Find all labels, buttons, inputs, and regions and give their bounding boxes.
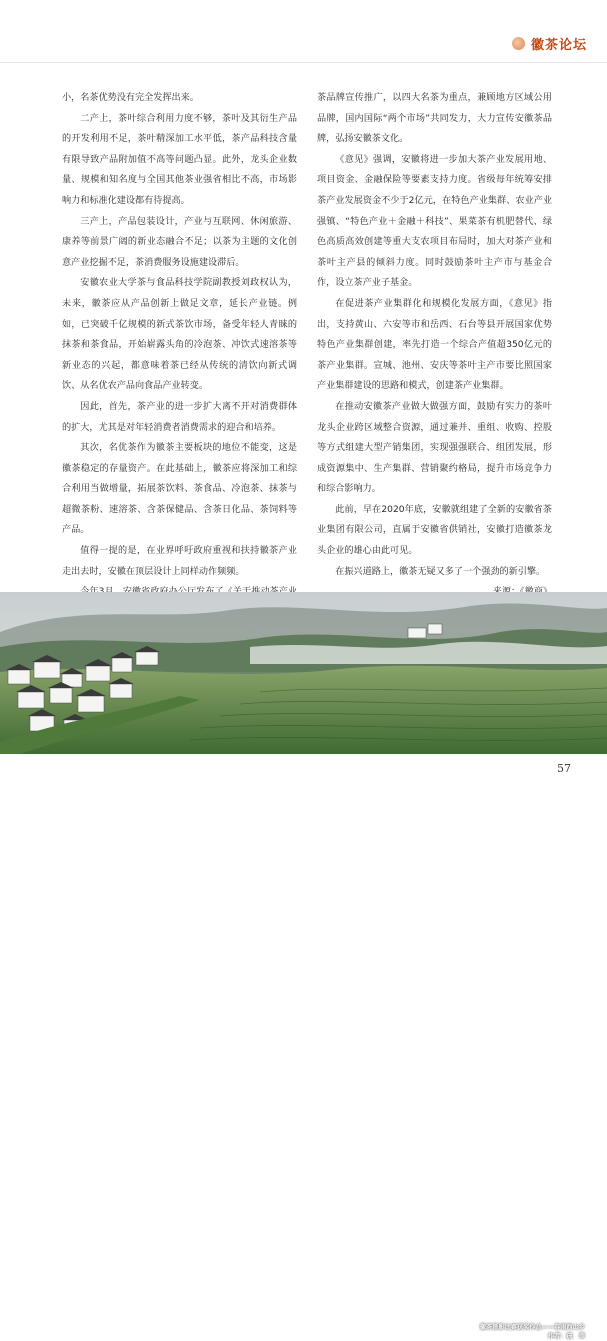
article-column-left: [62, 88, 297, 577]
article-paragraph: 茶品牌宣传推广，以四大名茶为重点，兼顾地方区域公用品牌，国内国际“两个市场”共同发力，大力宣传安徽茶品牌，弘扬安徽茶文化。: [317, 93, 552, 145]
section-title: 徽茶论坛: [530, 37, 587, 53]
article-paragraph: 在推动安徽茶产业做大做强方面，鼓励有实力的茶叶龙头企业跨区域整合资源，通过兼并、重组、收购、控股等方式组建大型产销集团，实现强强联合、组团发展，形成资源集中、生产集群、营销聚约格局，提升市场竞争力和综合影响力。: [317, 401, 552, 495]
article-paragraph: 其次，名优茶作为徽茶主要板块的地位不能变，这是徽茶稳定的存量资产。在此基础上，徽茶应将深加工和综合利用当做增量，拓展茶饮料、茶食品、冷泡茶、抹茶与超微茶粉、速溶茶、含茶保健品、含茶日化品、茶饲料等产品。: [62, 443, 297, 536]
article-paragraph: 在促进茶产业集群化和规模化发展方面，《意见》指出，支持黄山、六安等市和岳西、石台等县开展国家优势特色产业集群创建，率先打造一个综合产值超350亿元的茶产业集群。宣城、池州、安庆等茶叶主产市要比照国家产业集群建设的思路和模式，创建茶产业集群。: [317, 298, 552, 392]
article-paragraph: 在振兴道路上，徽茶无疑又多了一个强劲的新引擎。: [335, 566, 546, 577]
section-header: [512, 32, 587, 54]
photo-caption-author: 作者：疏 翠: [547, 1333, 585, 1340]
article-body: [62, 88, 552, 577]
header-divider: [0, 62, 607, 63]
article-paragraph: 三产上，产品包装设计，产业与互联网、休闲旅游、康养等前景广阔的新业态融合不足；以茶为主题的文化创意产业挖掘不足，茶消费服务设施建设滞后。: [62, 216, 297, 268]
article-paragraph: 此前，早在2020年底，安徽就组建了全新的安徽省茶业集团有限公司，直属于安徽省供销社，安徽打造徽茶龙头企业的雄心由此可见。: [317, 504, 552, 557]
photo-caption-title: 徽茶摄影比赛获奖作品——春雨西山乡: [479, 1324, 585, 1331]
article-paragraph: 《意见》强调，安徽将进一步加大茶产业发展用地、项目资金、金融保险等要素支持力度。省级每年统筹安排茶产业发展资金不少于2亿元，在特色产业集群、农业产业强镇、“特色产业＋金融＋科技”、果菜茶有机肥替代、绿色高质高效创建等重大支农项目布局时，加大对茶产业和茶叶主产县的倾斜力度。同时鼓励茶叶主产市与基金合作，设立茶产业子基金。: [317, 154, 552, 289]
section-logo-icon: [512, 37, 525, 50]
article-paragraph: 安徽农业大学茶与食品科技学院副教授刘政权认为，未来，徽茶应从产品创新上做足文章，延长产业链。例如，已突破千亿规模的新式茶饮市场，备受年轻人青睐的抹茶和茶食品，开始崭露头角的冷泡茶、冲饮式速溶茶等新业态的兴起，都意味着茶已经从传统的清饮向新式调饮、从名优农产品向食品产业转变。: [62, 278, 297, 392]
article-paragraph: 因此，首先，茶产业的进一步扩大离不开对消费群体的扩大，尤其是对年轻消费者消费需求的迎合和培养。: [62, 401, 297, 433]
article-paragraph: 小，名茶优势没有完全发挥出来。: [62, 93, 199, 103]
article-paragraph: 二产上，茶叶综合利用力度不够，茶叶及其衍生产品的开发利用不足，茶叶精深加工水平低，茶产品科技含量有限导致产品附加值不高等问题凸显。此外，龙头企业数量、规模和知名度与全国其他茶业强省相比不高，市场影响力和标准化建设都有待提高。: [62, 113, 297, 206]
article-column-right: [317, 88, 552, 577]
article-paragraph: 值得一提的是，在业界呼吁政府重视和扶持徽茶产业走出去时，安徽在顶层设计上同样动作频频。: [62, 546, 297, 577]
page-number: 57: [557, 762, 571, 775]
photo-caption: [480, 1323, 585, 1341]
